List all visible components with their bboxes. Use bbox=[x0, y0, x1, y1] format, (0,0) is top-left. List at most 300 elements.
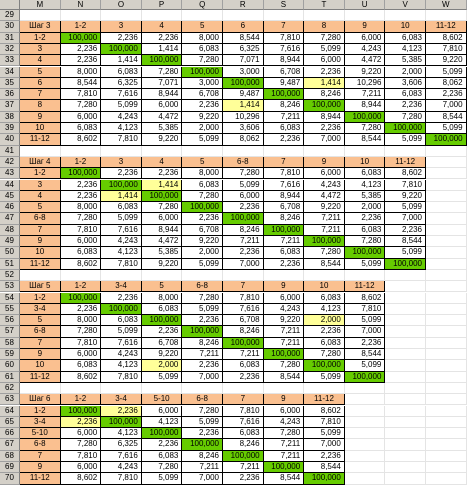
table-cell[interactable]: 2,236 bbox=[101, 33, 142, 44]
row-header-66[interactable]: 66 bbox=[0, 428, 20, 439]
table-cell[interactable]: 2,236 bbox=[304, 451, 345, 462]
table-cell[interactable]: 7,280 bbox=[61, 326, 102, 337]
table-cell[interactable]: 6,000 bbox=[61, 349, 102, 360]
table-cell[interactable]: 100,000 bbox=[101, 180, 142, 191]
sheet-cell[interactable] bbox=[426, 10, 467, 21]
sheet-cell[interactable] bbox=[264, 146, 305, 157]
table-cell[interactable]: 8,000 bbox=[61, 67, 102, 78]
sheet-cell[interactable] bbox=[345, 270, 386, 281]
sheet-cell[interactable] bbox=[101, 383, 142, 394]
table-cell[interactable]: 4,472 bbox=[142, 112, 183, 123]
table-cell[interactable]: 7,280 bbox=[385, 112, 426, 123]
table-cell[interactable]: 100,000 bbox=[345, 372, 386, 383]
sheet-cell[interactable] bbox=[426, 338, 467, 349]
sheet-cell[interactable] bbox=[385, 417, 426, 428]
table-cell[interactable]: 100,000 bbox=[142, 428, 183, 439]
table-cell[interactable]: 6,083 bbox=[385, 33, 426, 44]
table-cell[interactable]: 2,236 bbox=[142, 326, 183, 337]
sheet-cell[interactable] bbox=[20, 383, 61, 394]
sheet-cell[interactable] bbox=[385, 304, 426, 315]
row-header-59[interactable]: 59 bbox=[0, 349, 20, 360]
table-cell[interactable]: 7,000 bbox=[182, 473, 223, 484]
sheet-cell[interactable] bbox=[426, 293, 467, 304]
table-cell[interactable]: 1,414 bbox=[101, 55, 142, 66]
row-header-60[interactable]: 60 bbox=[0, 360, 20, 371]
table-cell[interactable]: 7,280 bbox=[142, 202, 183, 213]
sheet-cell[interactable] bbox=[20, 146, 61, 157]
table-cell[interactable]: 6,000 bbox=[142, 406, 183, 417]
table-cell[interactable]: 3,000 bbox=[223, 67, 264, 78]
table-cell[interactable]: 6,325 bbox=[101, 78, 142, 89]
sheet-cell[interactable] bbox=[385, 315, 426, 326]
table-cell[interactable]: 6,083 bbox=[304, 338, 345, 349]
row-header-36[interactable]: 36 bbox=[0, 89, 20, 100]
table-cell[interactable]: 7,280 bbox=[223, 168, 264, 179]
table-cell[interactable]: 7,211 bbox=[264, 326, 305, 337]
sheet-cell[interactable] bbox=[345, 406, 386, 417]
table-cell[interactable]: 100,000 bbox=[182, 326, 223, 337]
table-cell[interactable]: 7,211 bbox=[304, 225, 345, 236]
table-cell[interactable]: 5,099 bbox=[345, 360, 386, 371]
sheet-cell[interactable] bbox=[345, 383, 386, 394]
table-cell[interactable]: 7,280 bbox=[142, 67, 183, 78]
table-cell[interactable]: 6,708 bbox=[182, 89, 223, 100]
table-cell[interactable]: 2,236 bbox=[182, 100, 223, 111]
sheet-cell[interactable] bbox=[426, 191, 467, 202]
table-cell[interactable]: 6,083 bbox=[61, 360, 102, 371]
table-cell[interactable]: 2,236 bbox=[142, 33, 183, 44]
row-header-53[interactable]: 53 bbox=[0, 281, 20, 292]
row-header-47[interactable]: 47 bbox=[0, 213, 20, 224]
sheet-cell[interactable] bbox=[61, 146, 102, 157]
table-cell[interactable]: 2,236 bbox=[223, 247, 264, 258]
table-cell[interactable]: 2,236 bbox=[182, 428, 223, 439]
sheet-cell[interactable] bbox=[426, 349, 467, 360]
sheet-cell[interactable] bbox=[101, 270, 142, 281]
table-cell[interactable]: 100,000 bbox=[385, 259, 426, 270]
row-header-68[interactable]: 68 bbox=[0, 451, 20, 462]
table-cell[interactable]: 8,602 bbox=[61, 134, 102, 145]
row-header-67[interactable]: 67 bbox=[0, 439, 20, 450]
row-header-32[interactable]: 32 bbox=[0, 44, 20, 55]
table-cell[interactable]: 100,000 bbox=[182, 67, 223, 78]
table-cell[interactable]: 5,385 bbox=[142, 123, 183, 134]
sheet-cell[interactable] bbox=[426, 247, 467, 258]
row-header-65[interactable]: 65 bbox=[0, 417, 20, 428]
table-cell[interactable]: 5,099 bbox=[385, 202, 426, 213]
table-cell[interactable]: 6,083 bbox=[61, 123, 102, 134]
sheet-cell[interactable] bbox=[426, 281, 467, 292]
table-cell[interactable]: 7,211 bbox=[182, 349, 223, 360]
table-cell[interactable]: 7,280 bbox=[304, 33, 345, 44]
table-cell[interactable]: 8,602 bbox=[385, 168, 426, 179]
table-cell[interactable]: 9,487 bbox=[264, 78, 305, 89]
table-cell[interactable]: 100,000 bbox=[264, 462, 305, 473]
table-cell[interactable]: 6,000 bbox=[223, 191, 264, 202]
sheet-cell[interactable] bbox=[385, 439, 426, 450]
table-cell[interactable]: 7,810 bbox=[304, 417, 345, 428]
table-cell[interactable]: 2,236 bbox=[61, 55, 102, 66]
sheet-cell[interactable] bbox=[385, 293, 426, 304]
table-cell[interactable]: 100,000 bbox=[264, 89, 305, 100]
table-cell[interactable]: 7,616 bbox=[101, 338, 142, 349]
table-cell[interactable]: 9,220 bbox=[385, 191, 426, 202]
column-header-T[interactable]: T bbox=[304, 0, 345, 10]
sheet-cell[interactable] bbox=[385, 146, 426, 157]
sheet-cell[interactable] bbox=[385, 349, 426, 360]
table-cell[interactable]: 2,236 bbox=[223, 202, 264, 213]
sheet-cell[interactable] bbox=[426, 180, 467, 191]
table-cell[interactable]: 6,083 bbox=[182, 180, 223, 191]
table-cell[interactable]: 8,246 bbox=[264, 100, 305, 111]
table-cell[interactable]: 2,236 bbox=[385, 225, 426, 236]
table-cell[interactable]: 4,123 bbox=[101, 360, 142, 371]
table-cell[interactable]: 5,099 bbox=[101, 213, 142, 224]
table-cell[interactable]: 6,000 bbox=[61, 112, 102, 123]
table-cell[interactable]: 5,099 bbox=[345, 315, 386, 326]
row-header-30[interactable]: 30 bbox=[0, 21, 20, 32]
sheet-cell[interactable] bbox=[426, 383, 467, 394]
table-cell[interactable]: 8,544 bbox=[304, 259, 345, 270]
table-cell[interactable]: 4,472 bbox=[142, 236, 183, 247]
table-cell[interactable]: 8,544 bbox=[345, 134, 386, 145]
table-cell[interactable]: 9,220 bbox=[304, 202, 345, 213]
row-header-46[interactable]: 46 bbox=[0, 202, 20, 213]
sheet-cell[interactable] bbox=[345, 417, 386, 428]
table-cell[interactable]: 6,000 bbox=[142, 213, 183, 224]
table-cell[interactable]: 7,280 bbox=[61, 213, 102, 224]
table-cell[interactable]: 7,616 bbox=[101, 89, 142, 100]
table-cell[interactable]: 5,099 bbox=[101, 100, 142, 111]
table-cell[interactable]: 2,236 bbox=[61, 417, 102, 428]
table-cell[interactable]: 2,236 bbox=[304, 326, 345, 337]
table-cell[interactable]: 100,000 bbox=[101, 44, 142, 55]
table-cell[interactable]: 2,236 bbox=[304, 123, 345, 134]
table-cell[interactable]: 6,083 bbox=[101, 315, 142, 326]
sheet-cell[interactable] bbox=[223, 383, 264, 394]
row-header-58[interactable]: 58 bbox=[0, 338, 20, 349]
row-header-31[interactable]: 31 bbox=[0, 33, 20, 44]
table-cell[interactable]: 7,810 bbox=[345, 304, 386, 315]
table-cell[interactable]: 7,000 bbox=[304, 134, 345, 145]
row-header-39[interactable]: 39 bbox=[0, 123, 20, 134]
table-cell[interactable]: 5,385 bbox=[142, 247, 183, 258]
table-cell[interactable]: 4,123 bbox=[142, 417, 183, 428]
table-cell[interactable]: 2,236 bbox=[61, 304, 102, 315]
row-header-48[interactable]: 48 bbox=[0, 225, 20, 236]
table-cell[interactable]: 100,000 bbox=[304, 236, 345, 247]
sheet-cell[interactable] bbox=[20, 10, 61, 21]
table-cell[interactable]: 5,385 bbox=[385, 55, 426, 66]
table-cell[interactable]: 4,472 bbox=[345, 55, 386, 66]
row-header-56[interactable]: 56 bbox=[0, 315, 20, 326]
table-cell[interactable]: 8,246 bbox=[223, 439, 264, 450]
sheet-cell[interactable] bbox=[264, 10, 305, 21]
sheet-cell[interactable] bbox=[426, 451, 467, 462]
table-cell[interactable]: 1,414 bbox=[142, 180, 183, 191]
sheet-cell[interactable] bbox=[223, 270, 264, 281]
table-cell[interactable]: 6,708 bbox=[264, 67, 305, 78]
row-header-64[interactable]: 64 bbox=[0, 406, 20, 417]
table-cell[interactable]: 2,236 bbox=[61, 191, 102, 202]
table-cell[interactable]: 6,325 bbox=[223, 44, 264, 55]
table-cell[interactable]: 2,000 bbox=[182, 123, 223, 134]
sheet-cell[interactable] bbox=[345, 146, 386, 157]
table-cell[interactable]: 2,236 bbox=[223, 372, 264, 383]
row-header-40[interactable]: 40 bbox=[0, 134, 20, 145]
sheet-cell[interactable] bbox=[345, 428, 386, 439]
table-cell[interactable]: 8,944 bbox=[304, 112, 345, 123]
sheet-cell[interactable] bbox=[426, 259, 467, 270]
table-cell[interactable]: 2,000 bbox=[304, 315, 345, 326]
table-cell[interactable]: 100,000 bbox=[61, 33, 102, 44]
row-header-50[interactable]: 50 bbox=[0, 247, 20, 258]
sheet-cell[interactable] bbox=[426, 428, 467, 439]
sheet-cell[interactable] bbox=[426, 473, 467, 484]
sheet-cell[interactable] bbox=[345, 451, 386, 462]
table-cell[interactable]: 5,099 bbox=[142, 372, 183, 383]
sheet-cell[interactable] bbox=[426, 202, 467, 213]
table-cell[interactable]: 9,220 bbox=[345, 67, 386, 78]
table-cell[interactable]: 7,616 bbox=[264, 180, 305, 191]
table-cell[interactable]: 5,099 bbox=[385, 247, 426, 258]
table-cell[interactable]: 7,000 bbox=[223, 259, 264, 270]
table-cell[interactable]: 7,000 bbox=[304, 439, 345, 450]
table-cell[interactable]: 9,220 bbox=[264, 315, 305, 326]
sheet-cell[interactable] bbox=[182, 270, 223, 281]
table-cell[interactable]: 8,544 bbox=[264, 372, 305, 383]
row-header-61[interactable]: 61 bbox=[0, 372, 20, 383]
table-cell[interactable]: 100,000 bbox=[345, 112, 386, 123]
sheet-cell[interactable] bbox=[385, 394, 426, 405]
table-cell[interactable]: 5,099 bbox=[345, 259, 386, 270]
row-header-70[interactable]: 70 bbox=[0, 473, 20, 484]
table-cell[interactable]: 7,211 bbox=[264, 439, 305, 450]
sheet-cell[interactable] bbox=[426, 213, 467, 224]
table-cell[interactable]: 7,211 bbox=[223, 462, 264, 473]
table-cell[interactable]: 7,211 bbox=[182, 462, 223, 473]
table-cell[interactable]: 6,083 bbox=[385, 89, 426, 100]
table-cell[interactable]: 8,246 bbox=[304, 89, 345, 100]
table-cell[interactable]: 5,099 bbox=[223, 180, 264, 191]
table-cell[interactable]: 2,236 bbox=[61, 180, 102, 191]
table-cell[interactable]: 7,280 bbox=[182, 55, 223, 66]
table-cell[interactable]: 8,000 bbox=[182, 168, 223, 179]
table-cell[interactable]: 3,606 bbox=[223, 123, 264, 134]
table-cell[interactable]: 6,000 bbox=[304, 55, 345, 66]
table-cell[interactable]: 6,000 bbox=[304, 168, 345, 179]
row-header-55[interactable]: 55 bbox=[0, 304, 20, 315]
row-header-45[interactable]: 45 bbox=[0, 191, 20, 202]
table-cell[interactable]: 1,414 bbox=[223, 100, 264, 111]
table-cell[interactable]: 7,211 bbox=[264, 338, 305, 349]
table-cell[interactable]: 5,099 bbox=[304, 44, 345, 55]
sheet-cell[interactable] bbox=[304, 270, 345, 281]
table-cell[interactable]: 7,280 bbox=[61, 439, 102, 450]
table-cell[interactable]: 100,000 bbox=[304, 100, 345, 111]
table-cell[interactable]: 1,414 bbox=[142, 44, 183, 55]
sheet-cell[interactable] bbox=[385, 360, 426, 371]
table-cell[interactable]: 8,062 bbox=[426, 78, 467, 89]
table-cell[interactable]: 6,083 bbox=[142, 304, 183, 315]
table-cell[interactable]: 6,325 bbox=[101, 439, 142, 450]
table-cell[interactable]: 7,616 bbox=[223, 417, 264, 428]
column-header-Q[interactable]: Q bbox=[182, 0, 223, 10]
table-cell[interactable]: 7,211 bbox=[345, 89, 386, 100]
table-cell[interactable]: 3,606 bbox=[385, 78, 426, 89]
row-header-35[interactable]: 35 bbox=[0, 78, 20, 89]
sheet-cell[interactable] bbox=[426, 236, 467, 247]
table-cell[interactable]: 2,236 bbox=[101, 406, 142, 417]
table-cell[interactable]: 2,236 bbox=[101, 293, 142, 304]
sheet-cell[interactable] bbox=[142, 146, 183, 157]
table-cell[interactable]: 2,236 bbox=[264, 134, 305, 145]
column-header-W[interactable]: W bbox=[426, 0, 467, 10]
sheet-cell[interactable] bbox=[426, 462, 467, 473]
sheet-cell[interactable] bbox=[385, 326, 426, 337]
table-cell[interactable]: 4,243 bbox=[264, 304, 305, 315]
table-cell[interactable]: 2,236 bbox=[345, 213, 386, 224]
table-cell[interactable]: 5,099 bbox=[142, 473, 183, 484]
table-cell[interactable]: 8,000 bbox=[182, 33, 223, 44]
sheet-cell[interactable] bbox=[426, 439, 467, 450]
sheet-cell[interactable] bbox=[101, 146, 142, 157]
table-cell[interactable]: 4,243 bbox=[101, 112, 142, 123]
table-cell[interactable]: 7,810 bbox=[61, 451, 102, 462]
row-header-69[interactable]: 69 bbox=[0, 462, 20, 473]
table-cell[interactable]: 7,211 bbox=[223, 236, 264, 247]
table-cell[interactable]: 8,000 bbox=[61, 315, 102, 326]
sheet-cell[interactable] bbox=[182, 146, 223, 157]
table-cell[interactable]: 100,000 bbox=[101, 417, 142, 428]
table-cell[interactable]: 7,810 bbox=[101, 134, 142, 145]
table-cell[interactable]: 5,099 bbox=[426, 67, 467, 78]
table-cell[interactable]: 7,810 bbox=[61, 225, 102, 236]
table-cell[interactable]: 6,083 bbox=[223, 360, 264, 371]
table-cell[interactable]: 8,544 bbox=[61, 78, 102, 89]
table-cell[interactable]: 6,083 bbox=[61, 247, 102, 258]
table-cell[interactable]: 6,000 bbox=[264, 293, 305, 304]
table-cell[interactable]: 8,602 bbox=[61, 372, 102, 383]
table-cell[interactable]: 4,123 bbox=[101, 247, 142, 258]
table-cell[interactable]: 8,944 bbox=[142, 225, 183, 236]
table-cell[interactable]: 100,000 bbox=[223, 78, 264, 89]
sheet-cell[interactable] bbox=[385, 428, 426, 439]
sheet-cell[interactable] bbox=[385, 372, 426, 383]
table-cell[interactable]: 8,246 bbox=[223, 225, 264, 236]
sheet-cell[interactable] bbox=[345, 439, 386, 450]
sheet-cell[interactable] bbox=[223, 10, 264, 21]
table-cell[interactable]: 9,220 bbox=[142, 349, 183, 360]
table-cell[interactable]: 100,000 bbox=[385, 123, 426, 134]
table-cell[interactable]: 6,083 bbox=[345, 225, 386, 236]
table-cell[interactable]: 100,000 bbox=[142, 191, 183, 202]
table-cell[interactable]: 7,000 bbox=[385, 213, 426, 224]
table-cell[interactable]: 5,385 bbox=[345, 191, 386, 202]
table-cell[interactable]: 6,000 bbox=[264, 406, 305, 417]
sheet-cell[interactable] bbox=[426, 394, 467, 405]
row-header-33[interactable]: 33 bbox=[0, 55, 20, 66]
table-cell[interactable]: 7,280 bbox=[345, 123, 386, 134]
table-cell[interactable]: 7,810 bbox=[101, 259, 142, 270]
sheet-cell[interactable] bbox=[426, 225, 467, 236]
table-cell[interactable]: 10,296 bbox=[345, 78, 386, 89]
table-cell[interactable]: 8,602 bbox=[304, 406, 345, 417]
sheet-cell[interactable] bbox=[385, 473, 426, 484]
table-cell[interactable]: 7,000 bbox=[345, 326, 386, 337]
sheet-cell[interactable] bbox=[304, 146, 345, 157]
sheet-cell[interactable] bbox=[385, 10, 426, 21]
sheet-cell[interactable] bbox=[426, 406, 467, 417]
sheet-cell[interactable] bbox=[345, 10, 386, 21]
table-cell[interactable]: 2,236 bbox=[61, 44, 102, 55]
column-header-O[interactable]: O bbox=[101, 0, 142, 10]
table-cell[interactable]: 7,810 bbox=[426, 44, 467, 55]
table-cell[interactable]: 5,099 bbox=[304, 372, 345, 383]
sheet-cell[interactable] bbox=[385, 383, 426, 394]
table-cell[interactable]: 6,083 bbox=[101, 67, 142, 78]
table-cell[interactable]: 4,123 bbox=[101, 428, 142, 439]
table-cell[interactable]: 5,099 bbox=[426, 123, 467, 134]
select-all-corner[interactable] bbox=[0, 0, 20, 10]
table-cell[interactable]: 6,000 bbox=[61, 462, 102, 473]
table-cell[interactable]: 7,211 bbox=[264, 236, 305, 247]
table-cell[interactable]: 5,099 bbox=[182, 134, 223, 145]
sheet-cell[interactable] bbox=[426, 360, 467, 371]
table-cell[interactable]: 2,236 bbox=[223, 473, 264, 484]
table-cell[interactable]: 2,236 bbox=[142, 168, 183, 179]
row-header-42[interactable]: 42 bbox=[0, 157, 20, 168]
table-cell[interactable]: 2,236 bbox=[304, 67, 345, 78]
sheet-cell[interactable] bbox=[426, 168, 467, 179]
table-cell[interactable]: 100,000 bbox=[264, 349, 305, 360]
column-header-V[interactable]: V bbox=[385, 0, 426, 10]
sheet-cell[interactable] bbox=[304, 10, 345, 21]
sheet-cell[interactable] bbox=[345, 473, 386, 484]
sheet-cell[interactable] bbox=[345, 394, 386, 405]
table-cell[interactable]: 7,810 bbox=[61, 89, 102, 100]
table-cell[interactable]: 8,062 bbox=[223, 134, 264, 145]
table-cell[interactable]: 7,810 bbox=[101, 372, 142, 383]
table-cell[interactable]: 6,000 bbox=[345, 33, 386, 44]
table-cell[interactable]: 4,123 bbox=[304, 304, 345, 315]
sheet-cell[interactable] bbox=[61, 383, 102, 394]
sheet-cell[interactable] bbox=[426, 315, 467, 326]
table-cell[interactable]: 6,083 bbox=[264, 247, 305, 258]
table-cell[interactable]: 2,236 bbox=[182, 360, 223, 371]
table-cell[interactable]: 5,099 bbox=[182, 304, 223, 315]
table-cell[interactable]: 7,280 bbox=[304, 349, 345, 360]
table-cell[interactable]: 5,099 bbox=[101, 326, 142, 337]
column-header-M[interactable]: M bbox=[20, 0, 61, 10]
table-cell[interactable]: 9,220 bbox=[142, 259, 183, 270]
table-cell[interactable]: 7,280 bbox=[182, 191, 223, 202]
table-cell[interactable]: 9,487 bbox=[223, 89, 264, 100]
table-cell[interactable]: 100,000 bbox=[304, 360, 345, 371]
table-cell[interactable]: 7,280 bbox=[345, 236, 386, 247]
table-cell[interactable]: 7,810 bbox=[61, 338, 102, 349]
table-cell[interactable]: 8,544 bbox=[264, 473, 305, 484]
sheet-cell[interactable] bbox=[142, 270, 183, 281]
table-cell[interactable]: 7,616 bbox=[101, 225, 142, 236]
table-cell[interactable]: 100,000 bbox=[426, 134, 467, 145]
table-cell[interactable]: 100,000 bbox=[264, 225, 305, 236]
sheet-cell[interactable] bbox=[426, 372, 467, 383]
table-cell[interactable]: 100,000 bbox=[182, 202, 223, 213]
table-cell[interactable]: 8,544 bbox=[385, 236, 426, 247]
table-cell[interactable]: 7,810 bbox=[264, 33, 305, 44]
table-cell[interactable]: 100,000 bbox=[142, 315, 183, 326]
